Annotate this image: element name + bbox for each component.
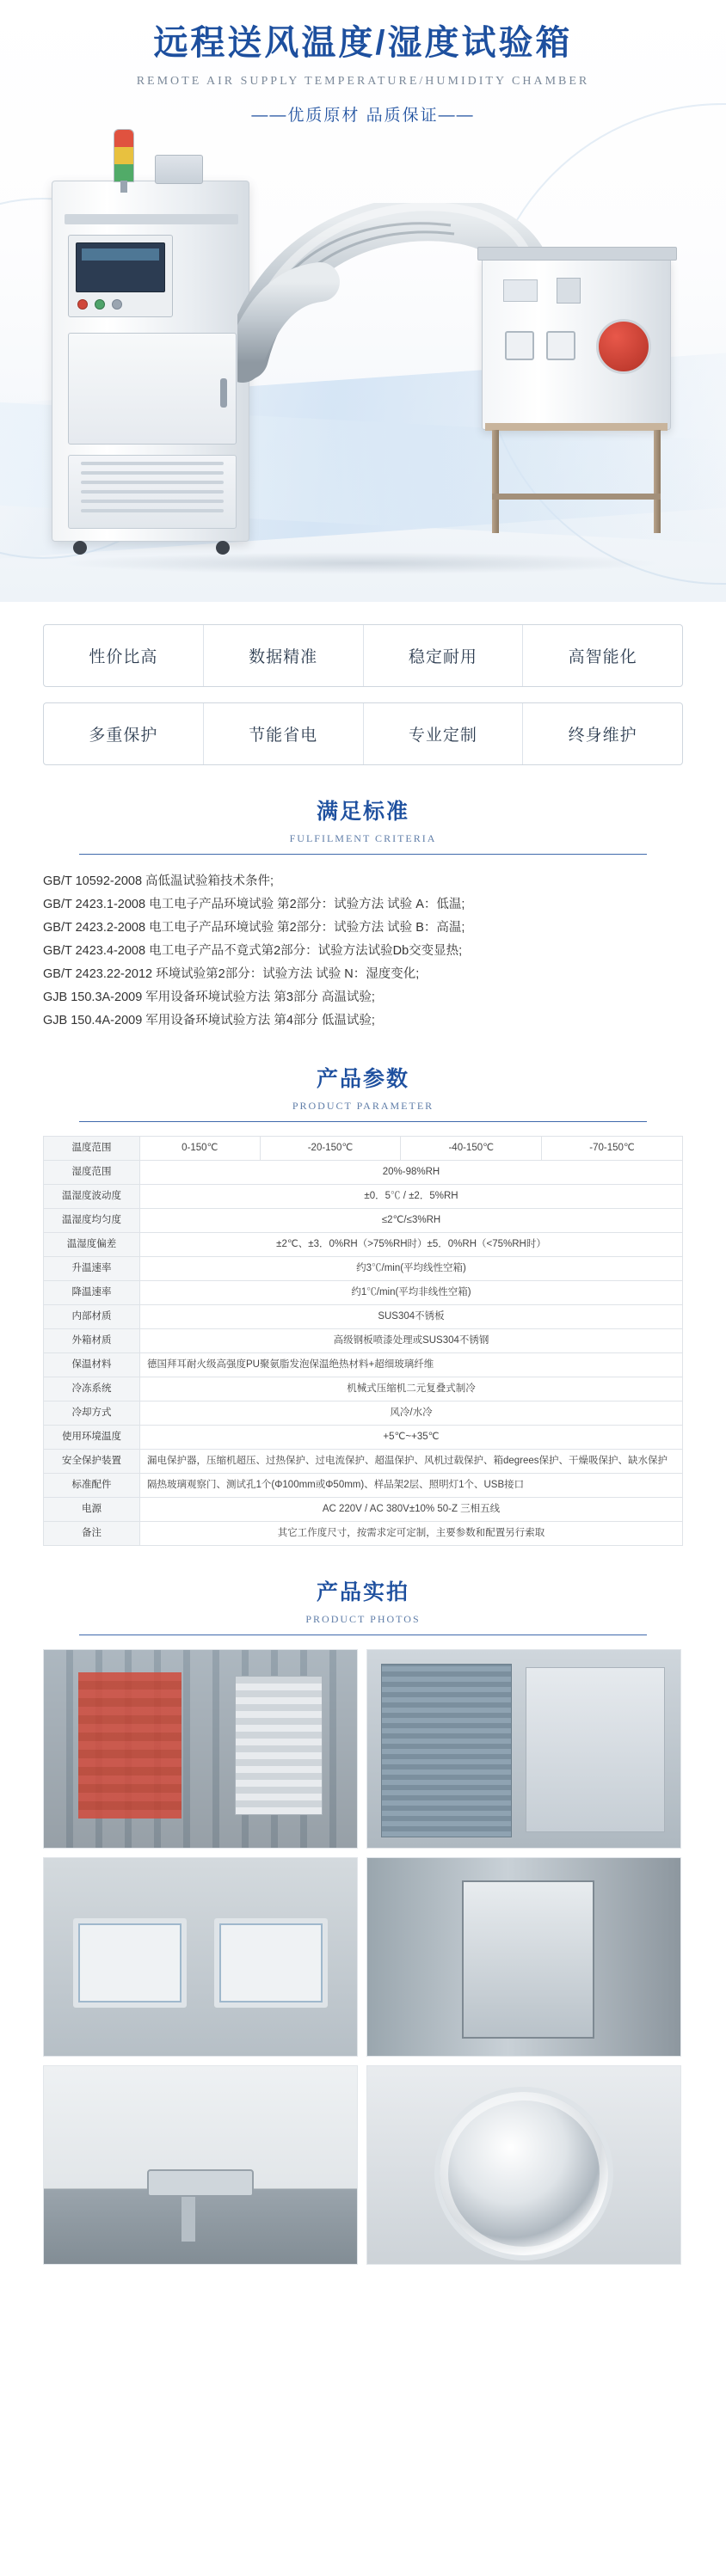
hero-slogan: ——优质原材 品质保证——	[251, 107, 475, 125]
param-label: 温度范围	[44, 1137, 140, 1161]
param-label: 升温速率	[44, 1257, 140, 1281]
cabinet-top-module	[155, 155, 203, 184]
param-value: 20%-98%RH	[140, 1161, 683, 1185]
standard-item: GB/T 2423.1-2008 电工电子产品环境试验 第2部分：试验方法 试验 A：低温;	[43, 898, 465, 911]
param-label: 湿度范围	[44, 1161, 140, 1185]
param-value: 其它工作度尺寸，按需求定可定制，主要参数和配置另行索取	[140, 1522, 683, 1546]
param-value: SUS304不锈板	[140, 1305, 683, 1329]
cabinet-vent	[68, 455, 237, 529]
stand-crossbar	[492, 494, 661, 500]
signal-tower-stem	[120, 181, 127, 193]
standards-title-en: FULFILMENT CRITERIA	[289, 832, 437, 844]
feature-row-1	[43, 624, 683, 687]
product-photo[interactable]	[366, 1857, 681, 2057]
param-label: 温湿度波动度	[44, 1185, 140, 1209]
param-value: +5℃~+35℃	[140, 1426, 683, 1450]
param-value: 德国拜耳耐火级高强度PU聚氨脂发泡保温绝热材料+超细玻璃纤维	[140, 1353, 683, 1377]
photos-title-en: PRODUCT PHOTOS	[305, 1613, 421, 1625]
param-label: 内部材质	[44, 1305, 140, 1329]
remote-test-chamber	[482, 258, 671, 430]
product-illustration	[34, 129, 688, 576]
product-photo[interactable]	[43, 2065, 358, 2265]
chamber-terminal-box	[503, 279, 538, 302]
photo-row	[43, 1857, 683, 2057]
param-label: 保温材料	[44, 1353, 140, 1377]
product-photo[interactable]	[366, 1649, 681, 1849]
feature-cell: 性价比高	[44, 625, 204, 686]
standards-heading	[0, 794, 726, 855]
table-row	[44, 1377, 683, 1401]
parameters-title-en: PRODUCT PARAMETER	[292, 1100, 434, 1112]
table-row	[44, 1329, 683, 1353]
main-cabinet	[52, 181, 249, 542]
feature-cell: 多重保护	[44, 703, 204, 764]
page-title: 远程送风温度/湿度试验箱	[153, 24, 573, 62]
cabinet-top-strip	[65, 214, 238, 224]
table-row	[44, 1353, 683, 1377]
standard-item: GJB 150.3A-2009 军用设备环境试验方法 第3部分 高温试验;	[43, 991, 375, 1004]
table-row	[44, 1233, 683, 1257]
param-value: -40-150℃	[401, 1137, 542, 1161]
floor-shadow	[60, 552, 662, 574]
standard-item: GB/T 2423.4-2008 电工电子产品不竟式第2部分：试验方法试验Db交变显热;	[43, 944, 463, 958]
panel-knobs	[77, 299, 122, 310]
feature-cell: 稳定耐用	[364, 625, 524, 686]
param-label: 备注	[44, 1522, 140, 1546]
knob-gray-icon	[112, 299, 122, 310]
table-row	[44, 1161, 683, 1185]
stand-leg	[492, 430, 499, 533]
param-label: 外箱材质	[44, 1329, 140, 1353]
chamber-window-right	[546, 331, 575, 360]
table-row	[44, 1257, 683, 1281]
page-subtitle-en: REMOTE AIR SUPPLY TEMPERATURE/HUMIDITY CHAMBER	[136, 75, 590, 88]
product-photo[interactable]	[43, 1857, 358, 2057]
control-panel	[68, 235, 173, 317]
table-row	[44, 1522, 683, 1546]
chamber-round-door	[596, 319, 651, 374]
section-rule	[79, 1121, 647, 1122]
param-value: 约1℃/min(平均非线性空箱)	[140, 1281, 683, 1305]
parameter-table-wrap	[43, 1136, 683, 1546]
stand-leg	[654, 430, 661, 533]
standard-item: GB/T 10592-2008 高低温试验箱技术条件;	[43, 874, 274, 888]
param-value: ≤2℃/≤3%RH	[140, 1209, 683, 1233]
feature-row-2	[43, 702, 683, 765]
signal-tower-icon	[114, 129, 134, 182]
param-value: 机械式压缩机二元复叠式制冷	[140, 1377, 683, 1401]
parameters-heading	[0, 1062, 726, 1122]
parameters-title-cn: 产品参数	[316, 1067, 409, 1091]
door-handle-icon	[220, 378, 227, 408]
param-label: 温湿度均匀度	[44, 1209, 140, 1233]
photo-row	[43, 2065, 683, 2265]
standard-item: GJB 150.4A-2009 军用设备环境试验方法 第4部分 低温试验;	[43, 1014, 375, 1027]
chamber-stand	[489, 430, 664, 533]
feature-cell: 终身维护	[568, 727, 637, 745]
param-value: ±0．5℃ / ±2．5%RH	[140, 1185, 683, 1209]
stand-shelf	[485, 423, 668, 431]
feature-cell: 高智能化	[568, 648, 637, 666]
table-row	[44, 1426, 683, 1450]
param-label: 冷却方式	[44, 1401, 140, 1426]
knob-green-icon	[95, 299, 105, 310]
table-row	[44, 1474, 683, 1498]
hero-banner	[0, 0, 726, 602]
panel-screen	[76, 242, 165, 292]
photos-heading	[0, 1575, 726, 1635]
param-value: 0-150℃	[140, 1137, 261, 1161]
table-row	[44, 1305, 683, 1329]
table-row	[44, 1450, 683, 1474]
product-photo[interactable]	[43, 1649, 358, 1849]
feature-cell: 节能省电	[204, 703, 364, 764]
hero-slogan-wrap	[0, 102, 726, 126]
param-label: 使用环境温度	[44, 1426, 140, 1450]
feature-grid	[43, 624, 683, 765]
table-row	[44, 1498, 683, 1522]
param-value: 隔热玻璃观察门、测试孔1个(Φ100mm或Φ50mm)、样品架2层、照明灯1个、USB接口	[140, 1474, 683, 1498]
section-rule	[79, 854, 647, 855]
param-label: 温湿度偏差	[44, 1233, 140, 1257]
param-value: 风冷/水冷	[140, 1401, 683, 1426]
product-photo[interactable]	[366, 2065, 681, 2265]
photo-row	[43, 1649, 683, 1849]
chamber-top-plate	[477, 247, 677, 261]
feature-cell: 数据精准	[204, 625, 364, 686]
param-value: -70-150℃	[542, 1137, 683, 1161]
chamber-module	[557, 278, 581, 304]
param-value: 约3℃/min(平均线性空箱)	[140, 1257, 683, 1281]
standard-item: GB/T 2423.22-2012 环境试验第2部分：试验方法 试验 N：湿度变化;	[43, 967, 420, 981]
table-row	[44, 1401, 683, 1426]
cabinet-door	[68, 333, 237, 445]
parameter-table-body	[44, 1137, 683, 1546]
param-value: 高级钢板喷漆处理或SUS304不锈钢	[140, 1329, 683, 1353]
photo-gallery	[43, 1649, 683, 2265]
standard-item: GB/T 2423.2-2008 电工电子产品环境试验 第2部分：试验方法 试验 B：高温;	[43, 921, 465, 935]
knob-red-icon	[77, 299, 88, 310]
param-label: 降温速率	[44, 1281, 140, 1305]
param-value: -20-150℃	[260, 1137, 401, 1161]
feature-cell: 专业定制	[364, 703, 524, 764]
param-label: 安全保护装置	[44, 1450, 140, 1474]
photos-title-cn: 产品实拍	[316, 1580, 409, 1604]
param-value: ±2℃、±3．0%RH（>75%RH时）±5．0%RH（<75%RH时）	[140, 1233, 683, 1257]
table-row	[44, 1137, 683, 1161]
param-label: 标准配件	[44, 1474, 140, 1498]
chamber-window-left	[505, 331, 534, 360]
table-row	[44, 1185, 683, 1209]
table-row	[44, 1281, 683, 1305]
param-value: 漏电保护器，压缩机超压、过热保护、过电流保护、超温保护、风机过载保护、箱degrees保护、干燥吸保护、缺水保护	[140, 1450, 683, 1474]
param-label: 电源	[44, 1498, 140, 1522]
param-value: AC 220V / AC 380V±10% 50-Z 三相五线	[140, 1498, 683, 1522]
param-label: 冷冻系统	[44, 1377, 140, 1401]
table-row	[44, 1209, 683, 1233]
parameter-table	[43, 1136, 683, 1546]
standards-list	[43, 870, 683, 1033]
standards-title-cn: 满足标准	[316, 800, 409, 824]
